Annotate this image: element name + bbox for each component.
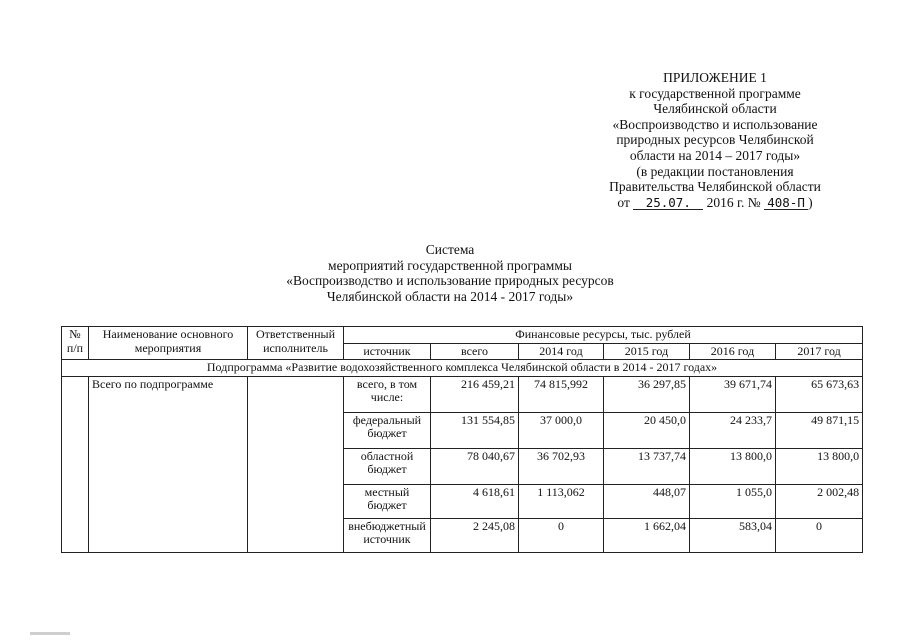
appendix-line: «Воспроизводство и использование — [612, 116, 818, 132]
subprogram-row: Подпрограмма «Развитие водохозяйственного комплекса Челябинской области в 2014 - 2017 годах» — [62, 360, 863, 377]
header-name: Наименование основного мероприятия — [89, 327, 248, 360]
title-line: мероприятий государственной программы — [328, 257, 572, 273]
header-executor: Ответственный исполнитель — [248, 327, 344, 360]
cell-2016: 24 233,7 — [690, 412, 776, 448]
cell-2014: 1 113,062 — [519, 484, 604, 518]
appendix-line: к государственной программе — [629, 85, 801, 101]
cell-source: всего, в том числе: — [344, 376, 431, 412]
cell-source: областной бюджет — [344, 448, 431, 484]
cell-total: 131 554,85 — [431, 412, 519, 448]
cell-2015: 20 450,0 — [604, 412, 690, 448]
cell-source: местный бюджет — [344, 484, 431, 518]
appendix-line: Правительства Челябинской области — [609, 179, 821, 195]
table-row — [62, 376, 863, 412]
cell-2014: 0 — [519, 518, 604, 552]
title-line: Система — [425, 242, 475, 257]
cell-2017: 2 002,48 — [776, 484, 863, 518]
cell-block-name: Всего по подпрограмме — [89, 376, 248, 552]
resolution-line — [570, 195, 860, 211]
cell-2015: 36 297,85 — [604, 376, 690, 412]
cell-total: 2 245,08 — [431, 518, 519, 552]
header-source: источник — [344, 343, 431, 360]
cell-source: внебюджетный источник — [344, 518, 431, 552]
appendix-line: природных ресурсов Челябинской — [616, 132, 814, 148]
cell-2016: 583,04 — [690, 518, 776, 552]
scan-artifact — [30, 632, 70, 635]
cell-2017: 65 673,63 — [776, 376, 863, 412]
cell-2015: 448,07 — [604, 484, 690, 518]
cell-2017: 0 — [776, 518, 863, 552]
header-2017: 2017 год — [776, 343, 863, 360]
resolution-year: 2016 г. № — [706, 194, 761, 210]
cell-2017: 49 871,15 — [776, 412, 863, 448]
cell-num — [62, 376, 89, 552]
appendix-line: (в редакции постановления — [636, 163, 794, 179]
finance-table — [61, 326, 863, 553]
resolution-date: 25.07. — [633, 196, 703, 210]
cell-2014: 74 815,992 — [519, 376, 604, 412]
cell-2014: 36 702,93 — [519, 448, 604, 484]
cell-total: 78 040,67 — [431, 448, 519, 484]
resolution-prefix: от — [617, 194, 630, 210]
cell-2016: 13 800,0 — [690, 448, 776, 484]
resolution-number: 408-П — [764, 196, 808, 210]
header-finance: Финансовые ресурсы, тыс. рублей — [344, 327, 863, 344]
cell-total: 216 459,21 — [431, 376, 519, 412]
cell-2015: 1 662,04 — [604, 518, 690, 552]
header-2015: 2015 год — [604, 343, 690, 360]
cell-2014: 37 000,0 — [519, 412, 604, 448]
cell-2015: 13 737,74 — [604, 448, 690, 484]
cell-2017: 13 800,0 — [776, 448, 863, 484]
header-total: всего — [431, 343, 519, 360]
cell-source: федеральный бюджет — [344, 412, 431, 448]
title-line: «Воспроизводство и использование природных ресурсов — [286, 273, 614, 289]
document-title — [200, 242, 700, 304]
appendix-line: области на 2014 – 2017 годы» — [629, 147, 801, 163]
appendix-title: ПРИЛОЖЕНИЕ 1 — [663, 70, 767, 85]
cell-2016: 39 671,74 — [690, 376, 776, 412]
header-num: № п/п — [62, 327, 89, 360]
cell-2016: 1 055,0 — [690, 484, 776, 518]
title-line: Челябинской области на 2014 - 2017 годы» — [326, 288, 574, 304]
appendix-line: Челябинской области — [653, 101, 777, 117]
header-2014: 2014 год — [519, 343, 604, 360]
cell-executor — [248, 376, 344, 552]
resolution-close: ) — [808, 194, 813, 210]
header-2016: 2016 год — [690, 343, 776, 360]
cell-total: 4 618,61 — [431, 484, 519, 518]
appendix-header — [570, 70, 860, 210]
